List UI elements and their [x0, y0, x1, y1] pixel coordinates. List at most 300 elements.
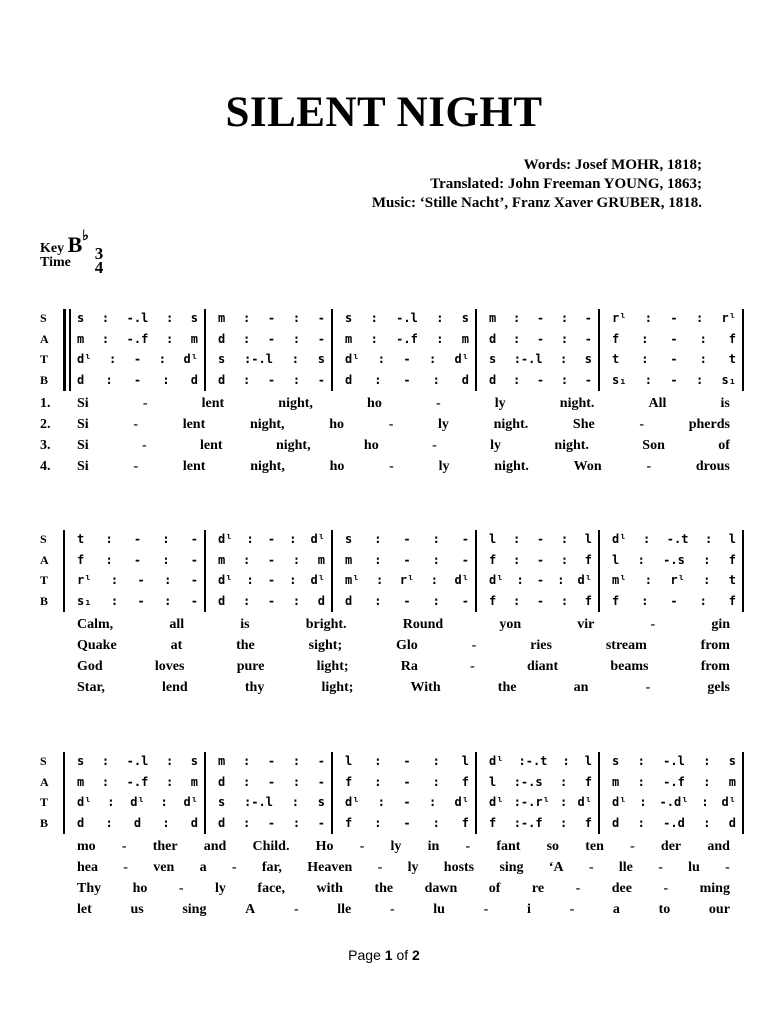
- note-token: :: [246, 573, 254, 587]
- note-token: l: [728, 532, 736, 546]
- note-token: :: [512, 331, 521, 346]
- note-token: t: [612, 352, 620, 366]
- note-token: :: [557, 573, 565, 587]
- note-token: :: [560, 311, 569, 325]
- note-token: d: [218, 815, 226, 830]
- note-token: :: [560, 352, 568, 366]
- note-token: rˡ: [670, 573, 685, 587]
- note-token: :: [105, 552, 113, 567]
- lyric-syllable: -: [231, 860, 237, 875]
- lyric-syllable: lle: [618, 860, 633, 875]
- note-token: rˡ: [612, 311, 627, 325]
- bar-line: [475, 752, 477, 834]
- note-token: :: [374, 593, 382, 608]
- note-token: l: [461, 754, 469, 768]
- bar-line: [742, 530, 744, 612]
- lyric-syllable: -: [121, 839, 127, 854]
- note-token: :: [644, 372, 653, 387]
- notes-s: [612, 311, 736, 325]
- note-token: :: [292, 815, 301, 830]
- lyric-syllable: from: [700, 659, 730, 674]
- note-token: s: [584, 352, 592, 366]
- bar-line: [598, 530, 600, 612]
- credits: [372, 156, 702, 213]
- notes-s: [612, 754, 736, 768]
- lyric-syllable: is: [720, 396, 730, 411]
- note-token: -: [317, 311, 325, 325]
- note-token: m: [728, 774, 736, 789]
- note-token: :: [637, 774, 645, 789]
- notes-b: [489, 816, 592, 830]
- lyric-syllable: night,: [275, 438, 311, 453]
- lyric-syllable: lu: [433, 902, 445, 917]
- notes-a: [612, 553, 736, 567]
- note-token: rˡ: [721, 311, 736, 325]
- note-token: :: [374, 815, 382, 830]
- note-token: -: [267, 593, 276, 608]
- note-token: -: [190, 573, 198, 587]
- lyric-syllable: night.: [554, 438, 589, 453]
- lyric-syllable: der: [660, 839, 682, 854]
- notes-t: [345, 795, 469, 809]
- note-token: f: [584, 774, 592, 789]
- page-title: SILENT NIGHT: [225, 89, 543, 136]
- voice-label-a: A: [40, 331, 49, 346]
- note-token: -: [670, 311, 678, 325]
- bar-line: [742, 309, 744, 391]
- lyric-syllable: -: [178, 881, 184, 896]
- bar-line: [204, 309, 206, 391]
- note-token: s: [612, 754, 620, 768]
- note-token: :: [370, 311, 378, 325]
- lyric-syllable: -: [435, 396, 441, 411]
- notes-a: [612, 332, 736, 346]
- lyric-syllable: sight;: [308, 638, 343, 653]
- lyric-syllable: i: [527, 902, 531, 917]
- lyric-syllable: far,: [261, 860, 282, 875]
- note-token: d: [77, 815, 85, 830]
- note-token: f: [584, 552, 592, 567]
- note-token: d: [77, 372, 85, 387]
- notes-a: [345, 553, 469, 567]
- lyric-syllable: sing: [499, 860, 524, 875]
- note-token: l: [584, 532, 592, 546]
- note-token: :: [432, 815, 440, 830]
- note-token: d: [190, 372, 198, 387]
- note-token: :: [560, 331, 569, 346]
- note-token: :: [292, 774, 301, 789]
- note-token: m: [218, 552, 226, 567]
- lyric-syllable: -: [650, 617, 656, 632]
- note-token: -: [403, 532, 411, 546]
- note-token: :: [109, 352, 117, 366]
- note-token: :: [377, 352, 386, 366]
- note-token: -: [317, 331, 325, 346]
- lyric-line: [77, 680, 730, 696]
- note-token: :: [703, 815, 711, 830]
- note-token: -.t: [666, 532, 689, 546]
- lyric-syllable: of: [718, 438, 730, 453]
- note-token: :: [512, 593, 521, 608]
- note-token: :: [289, 532, 297, 546]
- note-token: l: [489, 774, 497, 789]
- lyric-syllable: -: [133, 417, 139, 432]
- note-token: -: [267, 815, 276, 830]
- notes-s: [489, 532, 592, 546]
- note-token: -: [133, 532, 142, 546]
- lyric-syllable: with: [316, 881, 343, 896]
- note-token: dˡ: [454, 795, 469, 809]
- verse-number: 1.: [40, 396, 51, 411]
- note-token: dˡ: [721, 795, 736, 809]
- credit-words: Words: Josef MOHR, 1818;: [523, 157, 702, 173]
- lyric-syllable: A: [245, 902, 256, 917]
- notes-t: [218, 795, 325, 809]
- lyric-syllable: gels: [707, 680, 730, 695]
- key-note: B: [67, 232, 83, 257]
- lyric-syllable: -: [133, 459, 139, 474]
- note-token: :: [292, 593, 301, 608]
- lyric-syllable: Quake: [77, 638, 117, 653]
- note-token: s: [461, 311, 469, 325]
- lyric-syllable: from: [700, 638, 730, 653]
- lyric-syllable: Glo: [395, 638, 418, 653]
- note-token: -: [190, 593, 198, 608]
- note-token: :: [164, 593, 172, 608]
- note-token: dˡ: [310, 573, 325, 587]
- notes-s: [612, 532, 736, 546]
- note-token: d: [461, 372, 469, 387]
- note-token: d: [218, 593, 226, 608]
- note-token: :: [105, 815, 113, 830]
- notes-b: [218, 816, 325, 830]
- note-token: m: [345, 331, 353, 346]
- note-token: :: [432, 372, 440, 387]
- note-token: :-.f: [513, 815, 543, 830]
- note-token: -: [317, 754, 325, 768]
- notes-b: [218, 594, 325, 608]
- lyric-syllable: night,: [250, 459, 285, 474]
- note-token: -: [461, 593, 469, 608]
- lyric-syllable: lent: [200, 438, 223, 453]
- note-token: :: [242, 593, 251, 608]
- note-token: s: [317, 795, 325, 809]
- note-token: f: [345, 774, 353, 789]
- lyric-line: [77, 617, 730, 633]
- voice-label-t: T: [40, 795, 49, 809]
- lyric-syllable: -: [575, 881, 581, 896]
- lyric-syllable: yon: [499, 617, 522, 632]
- note-token: :: [432, 532, 440, 546]
- note-token: :: [560, 372, 569, 387]
- note-token: -: [133, 552, 142, 567]
- note-token: :: [641, 593, 649, 608]
- note-token: -: [670, 331, 678, 346]
- lyric-syllable: hosts: [443, 860, 475, 875]
- note-token: -: [584, 372, 592, 387]
- note-token: t: [728, 352, 736, 366]
- lyric-syllable: an: [573, 680, 589, 695]
- note-token: -.f: [126, 774, 149, 789]
- note-token: :: [432, 552, 440, 567]
- note-token: :: [162, 532, 170, 546]
- note-token: :: [639, 795, 647, 809]
- lyric-syllable: Si: [77, 396, 89, 411]
- note-token: d: [489, 372, 497, 387]
- note-token: -: [536, 593, 545, 608]
- page-of: of: [396, 947, 409, 963]
- note-token: :: [436, 311, 444, 325]
- note-token: :: [165, 331, 174, 346]
- note-token: :: [374, 532, 382, 546]
- note-token: :-.l: [513, 352, 543, 366]
- note-token: m: [317, 552, 325, 567]
- flat-symbol: ♭: [82, 229, 89, 244]
- note-token: -: [267, 311, 276, 325]
- note-token: d: [612, 815, 620, 830]
- note-token: :-.s: [513, 774, 543, 789]
- note-token: m: [77, 774, 85, 789]
- lyric-syllable: -: [359, 839, 365, 854]
- notes-b: [77, 594, 198, 608]
- note-token: :: [432, 593, 440, 608]
- notes-t: [612, 795, 736, 809]
- notes-s: [77, 532, 198, 546]
- note-token: f: [77, 552, 85, 567]
- note-token: dˡ: [345, 795, 360, 809]
- note-token: -: [267, 532, 276, 546]
- notes-a: [612, 775, 736, 789]
- notes-a: [345, 775, 469, 789]
- note-token: m: [461, 331, 469, 346]
- note-token: :: [512, 552, 521, 567]
- notes-t: [77, 795, 198, 809]
- note-token: -: [267, 754, 276, 768]
- lyric-syllable: bright.: [305, 617, 347, 632]
- note-token: :: [637, 754, 645, 768]
- note-token: d: [218, 372, 226, 387]
- note-token: dˡ: [183, 352, 198, 366]
- note-token: dˡ: [345, 352, 360, 366]
- lyric-syllable: mo: [77, 839, 96, 854]
- lyric-syllable: and: [707, 839, 730, 854]
- note-token: -.d: [663, 815, 685, 830]
- note-token: -: [461, 552, 469, 567]
- note-token: -: [317, 372, 325, 387]
- note-token: :: [292, 311, 301, 325]
- note-token: -: [190, 552, 198, 567]
- note-token: :: [292, 331, 301, 346]
- note-token: -: [137, 593, 145, 608]
- lyric-syllable: the: [497, 680, 517, 695]
- notes-t: [612, 352, 736, 366]
- notes-b: [218, 373, 325, 387]
- lyric-syllable: in: [427, 839, 440, 854]
- note-token: f: [461, 815, 469, 830]
- note-token: :: [512, 311, 521, 325]
- lyric-syllable: light;: [321, 680, 354, 695]
- lyric-syllable: us: [130, 902, 144, 917]
- bar-line: [742, 752, 744, 834]
- note-token: :: [512, 532, 521, 546]
- verse-number: 3.: [40, 438, 51, 453]
- lyric-syllable: Calm,: [77, 617, 114, 632]
- note-token: -: [403, 795, 411, 809]
- lyric-syllable: -: [658, 860, 663, 875]
- notes-s: [345, 532, 469, 546]
- bar-line: [598, 309, 600, 391]
- note-token: s₁: [612, 372, 627, 387]
- notes-a: [489, 553, 592, 567]
- note-token: f: [584, 593, 592, 608]
- notes-t: [612, 573, 736, 587]
- note-token: f: [584, 815, 592, 830]
- note-token: s₁: [721, 372, 736, 387]
- note-token: :: [110, 593, 119, 608]
- lyric-syllable: at: [170, 638, 183, 653]
- notes-a: [489, 332, 592, 346]
- note-token: :: [289, 573, 297, 587]
- note-token: -: [536, 552, 545, 567]
- time-signature: [92, 244, 106, 277]
- note-token: :: [703, 573, 711, 587]
- note-token: s₁: [77, 593, 92, 608]
- lyric-syllable: the: [374, 881, 394, 896]
- note-token: d: [218, 331, 226, 346]
- note-token: :: [242, 754, 251, 768]
- page-total: 2: [412, 947, 420, 963]
- note-token: -.dˡ: [659, 795, 689, 809]
- lyric-line: [77, 417, 730, 433]
- lyric-syllable: ming: [699, 881, 730, 896]
- note-token: d: [133, 815, 142, 830]
- note-token: :: [160, 795, 168, 809]
- note-token: dˡ: [612, 795, 627, 809]
- note-token: dˡ: [310, 532, 325, 546]
- note-token: l: [489, 532, 497, 546]
- note-token: -: [461, 532, 469, 546]
- lyric-syllable: beams: [610, 659, 649, 674]
- note-token: -.l: [126, 311, 149, 325]
- bar-line: [331, 752, 333, 834]
- lyric-syllable: -: [646, 459, 652, 474]
- note-token: -: [267, 372, 276, 387]
- bar-line: [204, 530, 206, 612]
- voice-label-s: S: [40, 754, 47, 768]
- lyric-syllable: pure: [236, 659, 265, 674]
- bar-line: [63, 752, 65, 834]
- note-token: -: [403, 372, 411, 387]
- notes-b: [489, 373, 592, 387]
- lyric-syllable: ho: [367, 396, 382, 411]
- note-token: -: [670, 593, 678, 608]
- note-token: :: [644, 311, 653, 325]
- lyric-syllable: ly: [438, 459, 450, 474]
- notes-a: [489, 775, 592, 789]
- bar-line: [331, 309, 333, 391]
- notes-a: [77, 775, 198, 789]
- lyric-syllable: stream: [605, 638, 647, 653]
- notes-s: [489, 311, 592, 325]
- note-token: :: [374, 774, 382, 789]
- note-token: :: [242, 552, 251, 567]
- note-token: -.l: [396, 311, 418, 325]
- note-token: d: [489, 331, 497, 346]
- lyric-syllable: ries: [530, 638, 552, 653]
- lyric-syllable: gin: [711, 617, 730, 632]
- note-token: :: [562, 754, 570, 768]
- note-token: :-.t: [518, 754, 548, 768]
- note-token: d: [317, 593, 325, 608]
- note-token: :: [374, 552, 382, 567]
- note-token: f: [489, 815, 497, 830]
- lyric-syllable: -: [432, 438, 437, 453]
- lyric-syllable: With: [410, 680, 441, 695]
- lyric-syllable: vir: [577, 617, 595, 632]
- lyric-syllable: a: [612, 902, 620, 917]
- lyric-syllable: hea: [77, 860, 98, 875]
- note-token: :: [512, 372, 521, 387]
- lyric-syllable: face,: [257, 881, 286, 896]
- lyric-syllable: re: [531, 881, 545, 896]
- notes-s: [77, 311, 198, 325]
- bar-line: [69, 309, 71, 391]
- lyric-line: [77, 860, 730, 876]
- note-token: s: [345, 311, 353, 325]
- note-token: f: [461, 774, 469, 789]
- note-token: dˡ: [454, 573, 469, 587]
- note-token: -: [317, 815, 325, 830]
- notes-a: [77, 332, 198, 346]
- notes-s: [218, 311, 325, 325]
- voice-label-s: S: [40, 311, 47, 325]
- note-token: :: [637, 552, 645, 567]
- notes-a: [345, 332, 469, 346]
- note-token: -: [403, 552, 411, 567]
- note-token: dˡ: [577, 795, 592, 809]
- notes-s: [218, 754, 325, 768]
- note-token: :: [242, 774, 251, 789]
- note-token: rˡ: [77, 573, 92, 587]
- key-label: Key: [40, 241, 65, 256]
- note-token: f: [345, 815, 353, 830]
- note-token: dˡ: [454, 352, 469, 366]
- note-token: :: [560, 552, 569, 567]
- note-token: :: [105, 372, 113, 387]
- note-token: :: [701, 795, 709, 809]
- note-token: s: [218, 795, 226, 809]
- note-token: :: [644, 573, 653, 587]
- note-token: s: [728, 754, 736, 768]
- lyric-syllable: of: [488, 881, 501, 896]
- notes-b: [345, 816, 469, 830]
- lyric-syllable: Ra: [400, 659, 418, 674]
- lyric-syllable: lent: [182, 459, 206, 474]
- lyric-syllable: lu: [688, 860, 700, 875]
- note-token: -: [536, 331, 545, 346]
- lyric-syllable: -: [569, 902, 575, 917]
- lyric-syllable: ly: [490, 438, 501, 453]
- note-token: :: [158, 352, 166, 366]
- note-token: m: [77, 331, 85, 346]
- note-token: :: [105, 532, 113, 546]
- notes-t: [77, 573, 198, 587]
- notes-a: [77, 553, 198, 567]
- voice-label-a: A: [40, 774, 49, 789]
- lyric-syllable: night,: [249, 417, 285, 432]
- lyric-syllable: Si: [77, 417, 89, 432]
- note-token: -: [536, 372, 545, 387]
